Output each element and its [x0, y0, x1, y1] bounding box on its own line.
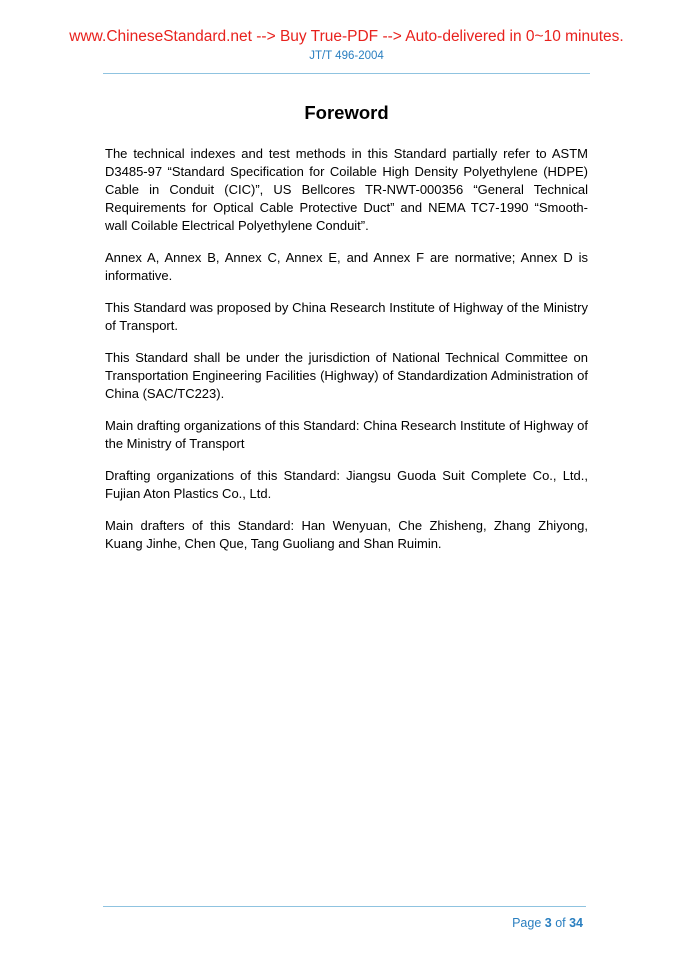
- page-total: 34: [569, 916, 583, 930]
- paragraph-jurisdiction: This Standard shall be under the jurisdiction of National Technical Committee on Transportation Engineering Facilities (Highway) of Standardization Administration of China (SAC/TC223).: [105, 350, 588, 401]
- paragraph-drafters: Main drafters of this Standard: Han Wenyuan, Che Zhisheng, Zhang Zhiyong, Kuang Jinhe, Chen Que, Tang Guoliang and Shan Ruimin.: [105, 518, 588, 551]
- banner-link[interactable]: www.ChineseStandard.net --> Buy True-PDF --> Auto-delivered in 0~10 minutes.: [69, 28, 624, 45]
- paragraph-main-drafting-orgs: Main drafting organizations of this Standard: China Research Institute of Highway of the Ministry of Transport: [105, 418, 588, 451]
- foreword-body: [105, 145, 588, 567]
- page-of: of: [551, 916, 570, 930]
- paragraph-references: The technical indexes and test methods in this Standard partially refer to ASTM D3485-97 “Standard Specification for Coilable High Density Polyethylene (HDPE) Cable in Conduit (CIC)”, US Bellcores TR-NWT-000356 “General Technical Requirements for Optical Cable Protective Duct” and NEMA TC7-1990 “Smooth-wall Coilable Electrical Polyethylene Conduit”.: [105, 146, 588, 233]
- footer-divider: [103, 906, 586, 907]
- standard-code: JT/T 496-2004: [309, 50, 384, 62]
- page-prefix: Page: [512, 916, 545, 930]
- header-divider: [103, 73, 590, 74]
- page-current: 3: [544, 916, 552, 930]
- paragraph-annexes: Annex A, Annex B, Annex C, Annex E, and Annex F are normative; Annex D is informative.: [105, 250, 588, 283]
- paragraph-drafting-orgs: Drafting organizations of this Standard: Jiangsu Guoda Suit Complete Co., Ltd., Fujian Aton Plastics Co., Ltd.: [105, 468, 588, 501]
- page-number: [512, 916, 583, 930]
- page-title: Foreword: [304, 102, 389, 123]
- paragraph-proposer: This Standard was proposed by China Research Institute of Highway of the Ministry of Transport.: [105, 300, 588, 333]
